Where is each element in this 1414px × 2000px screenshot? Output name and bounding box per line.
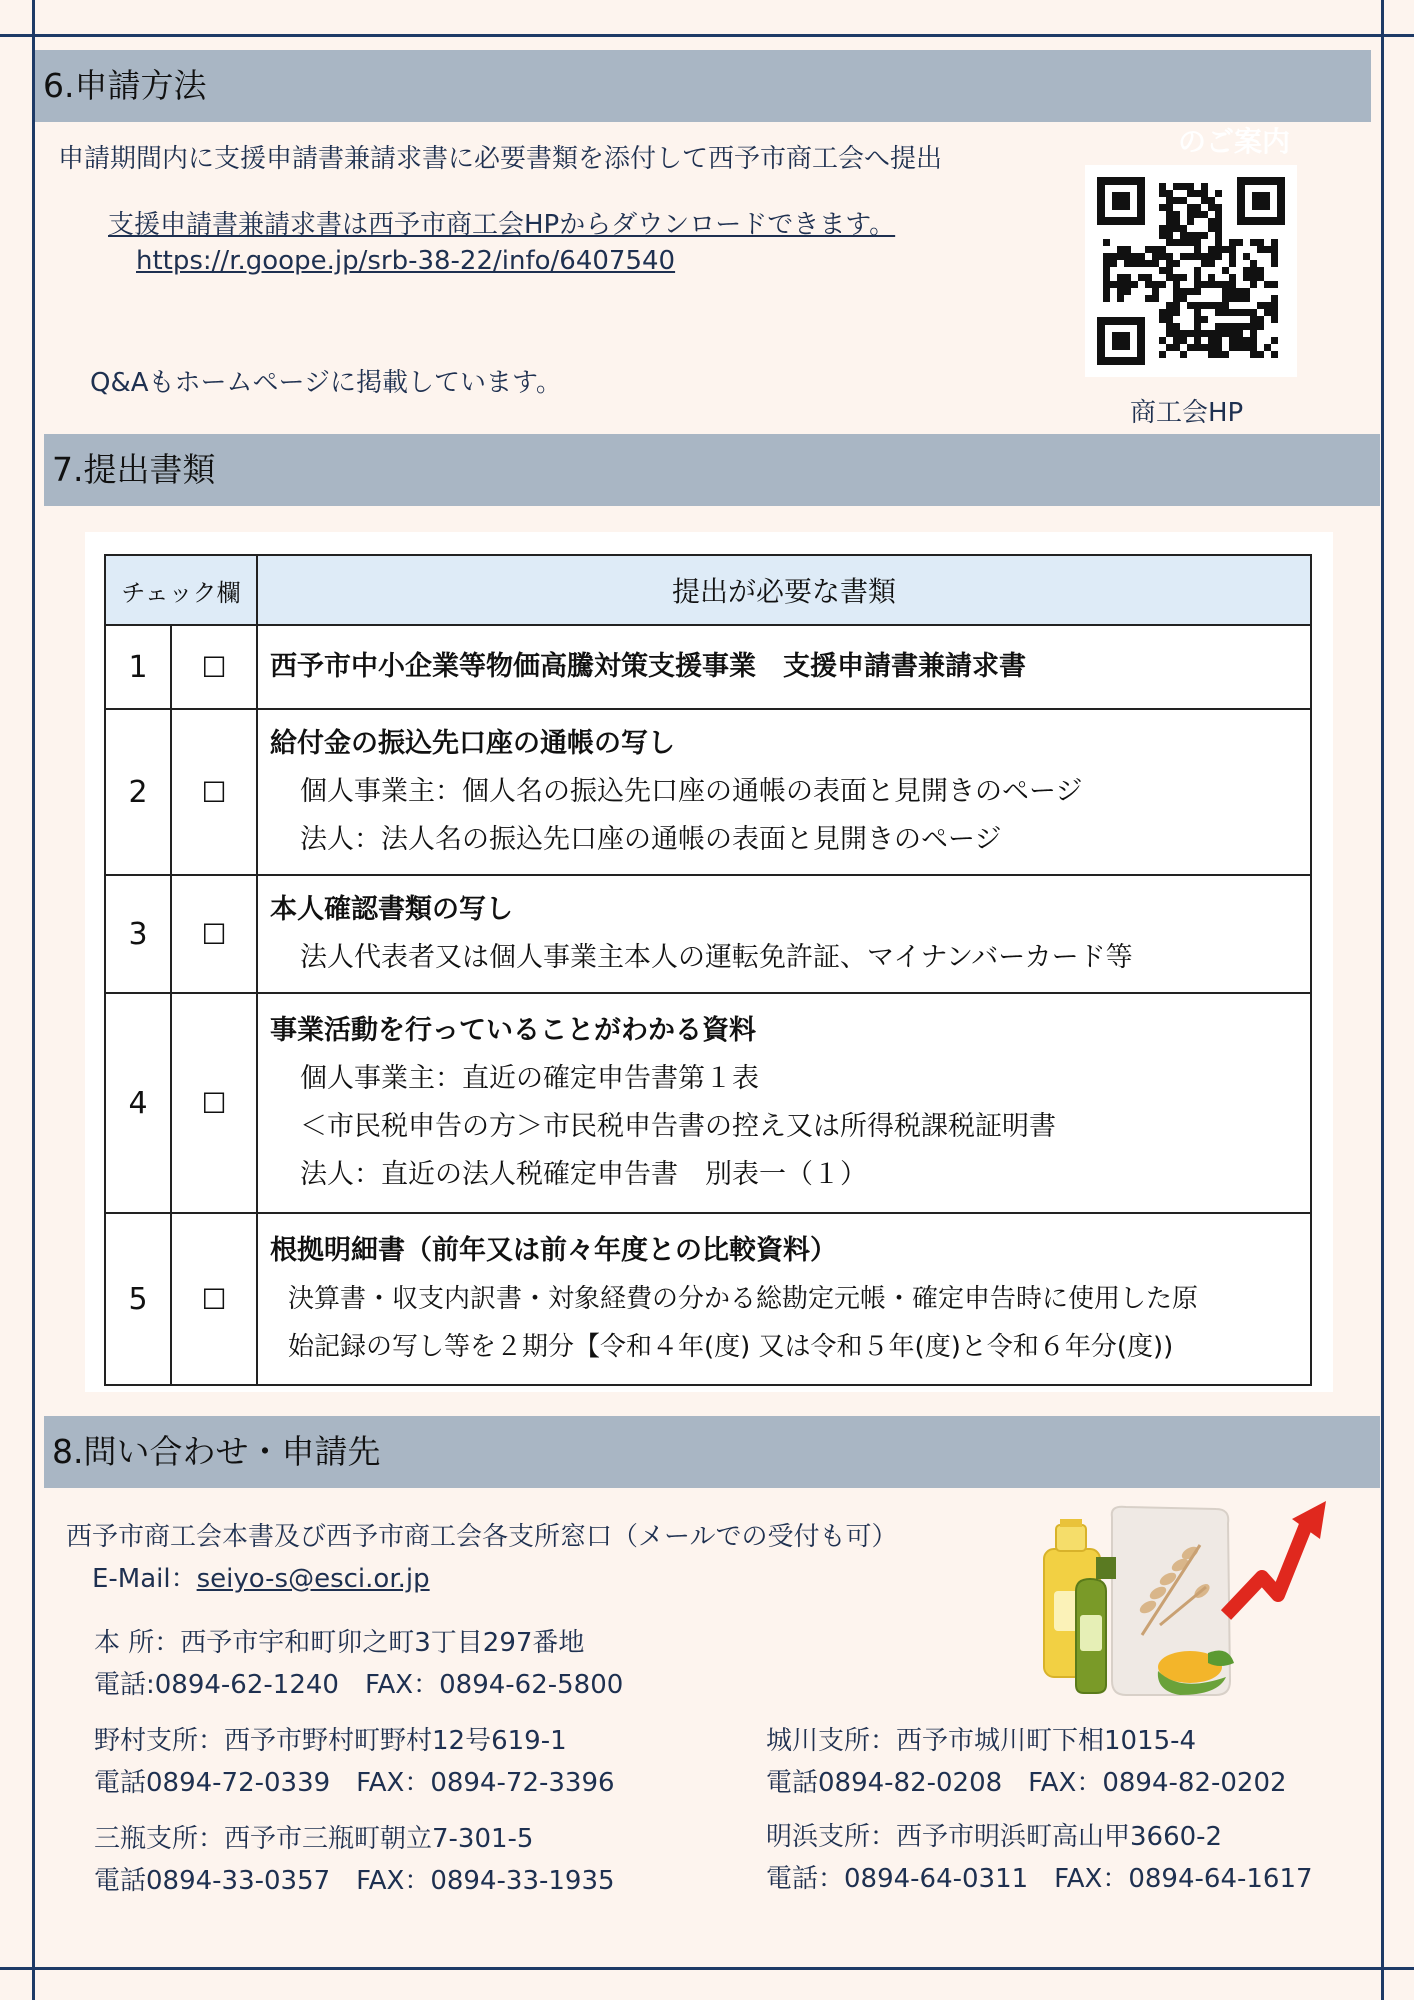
nomura-office-contact: 電話0894-72-0339 FAX：0894-72-3396 [94, 1768, 615, 1798]
row-description [257, 625, 1311, 709]
row-description [257, 993, 1311, 1213]
application-method-text: 申請期間内に支援申請書兼請求書に必要書類を添付して西予市商工会へ提出 [58, 144, 943, 174]
homepage-url-link[interactable]: https://r.goope.jp/srb-38-22/info/6407540 [136, 246, 676, 276]
row-checkbox[interactable]: ☐ [171, 625, 257, 709]
required-documents-table [104, 554, 1312, 1386]
main-office-contact: 電話:0894-62-1240 FAX：0894-62-5800 [94, 1670, 624, 1700]
contact-intro-text: 西予市商工会本書及び西予市商工会各支所窓口（メールでの受付も可） [66, 1522, 898, 1552]
document-detail: ＜市民税申告の方＞市民税申告書の控え又は所得税課税証明書 [300, 1111, 1056, 1142]
email-link[interactable]: seiyo-s@esci.or.jp [196, 1564, 430, 1594]
document-detail: 個人事業主：直近の確定申告書第１表 [300, 1063, 759, 1094]
qr-caption: 商工会HP [1130, 398, 1244, 428]
document-detail: 個人事業主：個人名の振込先口座の通帳の表面と見開きのページ [300, 776, 1083, 807]
frame-line-top [0, 34, 1414, 37]
row-checkbox[interactable]: ☐ [171, 993, 257, 1213]
akehama-office-address: 明浜支所：西予市明浜町高山甲3660-2 [766, 1822, 1223, 1852]
table-row [105, 1213, 1311, 1385]
document-title: 根拠明細書（前年又は前々年度との比較資料） [270, 1235, 837, 1266]
download-note-link[interactable]: 支援申請書兼請求書は西予市商工会HPからダウンロードできます。 [108, 210, 896, 240]
email-row [92, 1558, 430, 1595]
row-number: 3 [105, 875, 171, 993]
table-header-row [105, 555, 1311, 625]
row-checkbox[interactable]: ☐ [171, 709, 257, 875]
row-number: 4 [105, 993, 171, 1213]
document-title: 事業活動を行っていることがわかる資料 [270, 1015, 756, 1046]
row-description [257, 1213, 1311, 1385]
frame-line-bottom [0, 1967, 1414, 1970]
document-detail: 法人代表者又は個人事業主本人の運転免許証、マイナンバーカード等 [300, 942, 1133, 973]
document-title: 西予市中小企業等物価高騰対策支援事業 支援申請書兼請求書 [270, 651, 1026, 682]
table-row [105, 625, 1311, 709]
document-detail: 始記録の写し等を２期分【令和４年(度) 又は令和５年(度)と令和６年分(度)) [288, 1332, 1174, 1362]
qa-note-text: Q&Aもホームページに掲載しています。 [90, 368, 562, 398]
shirokawa-office-contact: 電話0894-82-0208 FAX：0894-82-0202 [766, 1768, 1287, 1798]
nomura-office-address: 野村支所：西予市野村町野村12号619-1 [94, 1726, 567, 1756]
table-row [105, 709, 1311, 875]
frame-line-left [32, 0, 35, 2000]
table-row [105, 875, 1311, 993]
table-row [105, 993, 1311, 1213]
mikame-office-contact: 電話0894-33-0357 FAX：0894-33-1935 [94, 1866, 615, 1896]
frame-line-right [1381, 0, 1384, 2000]
mikame-office-address: 三瓶支所：西予市三瓶町朝立7-301-5 [94, 1824, 534, 1854]
document-detail: 法人：法人名の振込先口座の通帳の表面と見開きのページ [300, 824, 1002, 855]
row-number: 1 [105, 625, 171, 709]
shirokawa-office-address: 城川支所：西予市城川町下相1015-4 [766, 1726, 1197, 1756]
row-description [257, 875, 1311, 993]
check-column-header: チェック欄 [105, 555, 257, 625]
section-7-header: 7.提出書類 [44, 434, 1380, 506]
document-title: 本人確認書類の写し [270, 894, 513, 925]
akehama-office-contact: 電話：0894-64-0311 FAX：0894-64-1617 [766, 1864, 1313, 1894]
faint-overlay-text: のご案内 [1178, 125, 1291, 158]
document-detail: 法人：直近の法人税確定申告書 別表一（１） [300, 1159, 867, 1190]
documents-column-header: 提出が必要な書類 [257, 555, 1311, 625]
qr-code-icon [1085, 165, 1297, 377]
qr-code[interactable] [1085, 165, 1297, 377]
row-checkbox[interactable]: ☐ [171, 1213, 257, 1385]
document-title: 給付金の振込先口座の通帳の写し [270, 728, 675, 759]
row-number: 5 [105, 1213, 171, 1385]
email-label: E-Mail： [92, 1564, 197, 1594]
section-8-header: 8.問い合わせ・申請先 [44, 1416, 1380, 1488]
row-checkbox[interactable]: ☐ [171, 875, 257, 993]
row-description [257, 709, 1311, 875]
row-number: 2 [105, 709, 171, 875]
section-6-header: 6.申請方法 [35, 50, 1371, 122]
price-rise-illustration-icon [1030, 1495, 1330, 1705]
document-detail: 決算書・収支内訳書・対象経費の分かる総勘定元帳・確定申告時に使用した原 [288, 1284, 1199, 1314]
main-office-address: 本 所：西予市宇和町卯之町3丁目297番地 [94, 1628, 585, 1658]
